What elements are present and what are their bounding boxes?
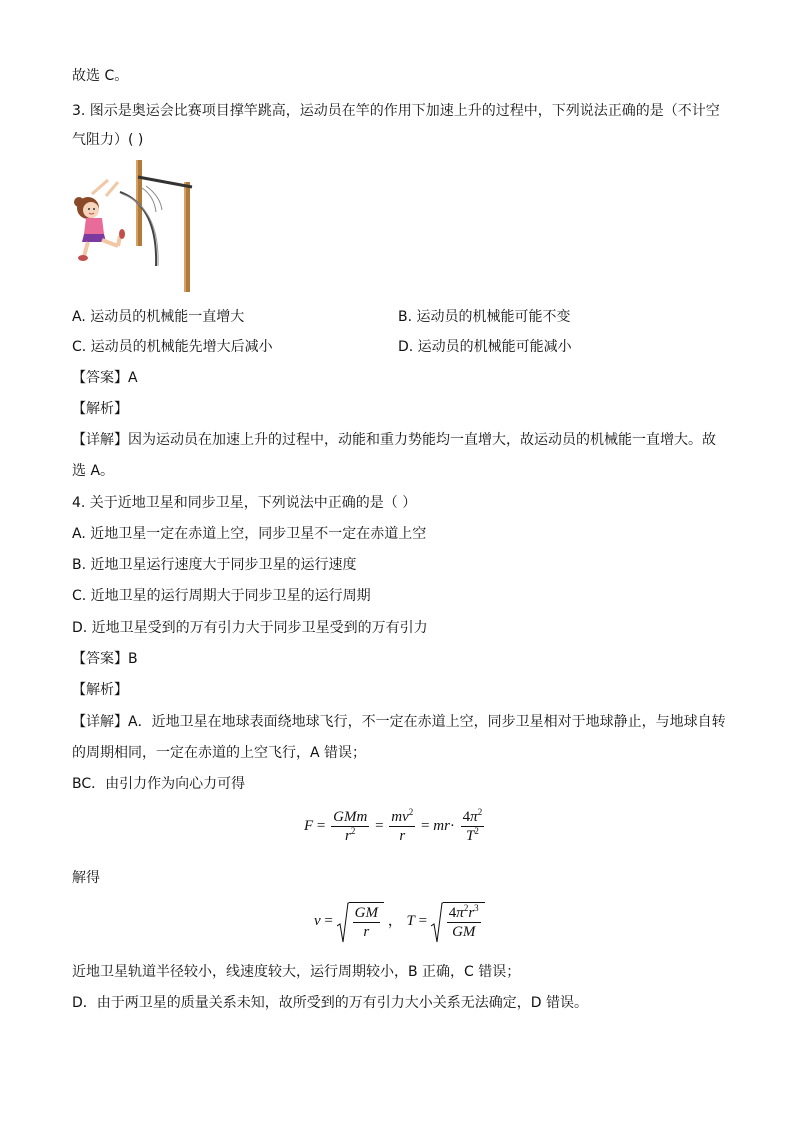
fraction-gmm-over-r2 bbox=[331, 808, 369, 845]
question-4-option-a: A. 近地卫星一定在赤道上空，同步卫星不一定在赤道上空 bbox=[72, 526, 427, 542]
denominator-gm: GM bbox=[452, 924, 476, 940]
digit-4: 4 bbox=[448, 905, 457, 921]
symbol-t: T bbox=[466, 828, 475, 844]
conclusion-line-d: D．由于两卫星的质量关系未知，故所受到的万有引力大小关系无法确定，D 错误。 bbox=[72, 995, 589, 1011]
symbol-pi: π bbox=[456, 905, 464, 921]
equals-sign: = bbox=[324, 912, 333, 929]
question-4-option-d: D. 近地卫星受到的万有引力大于同步卫星受到的万有引力 bbox=[72, 620, 428, 636]
symbol-mv: mv bbox=[391, 809, 409, 825]
symbol-v: v bbox=[314, 912, 321, 929]
exponent-2: 2 bbox=[477, 807, 483, 817]
sqrt-period-expression bbox=[431, 902, 485, 941]
exponent-2: 2 bbox=[474, 826, 479, 836]
question-4-detail: 【详解】A．近地卫星在地球表面绕地球飞行，不一定在赤道上空，同步卫星相对于地球静止，与地球自转 bbox=[72, 714, 726, 730]
denominator-t2 bbox=[461, 827, 485, 845]
symbol-pi: π bbox=[470, 809, 478, 825]
pole-vault-figure-svg bbox=[72, 156, 202, 296]
question-3-stem: 3. 图示是奥运会比赛项目撑竿跳高，运动员在竿的作用下加速上升的过程中，下列说法正确的是（不计空 bbox=[72, 103, 720, 119]
fraction-4pi2r3-over-gm bbox=[447, 904, 481, 941]
radicand bbox=[443, 902, 485, 941]
question-3-analysis-heading: 【解析】 bbox=[72, 401, 128, 417]
exponent-3: 3 bbox=[474, 903, 479, 913]
question-4-stem: 4. 关于近地卫星和同步卫星，下列说法中正确的是（ ） bbox=[72, 495, 417, 511]
text-line: 故选 C。 bbox=[72, 68, 129, 84]
exponent-2: 2 bbox=[463, 903, 469, 913]
fraction-4pi2-over-t2 bbox=[461, 808, 485, 845]
exponent-2: 2 bbox=[408, 807, 414, 817]
sqrt-gm-over-r bbox=[337, 902, 384, 941]
velocity-period-solution bbox=[314, 902, 485, 941]
equals-sign: = bbox=[421, 817, 430, 834]
question-3-option-c: C. 运动员的机械能先增大后减小 bbox=[72, 339, 273, 355]
radicand bbox=[349, 902, 384, 941]
symbol-r: r bbox=[345, 828, 351, 844]
question-3-option-a: A. 运动员的机械能一直增大 bbox=[72, 309, 245, 325]
question-4-detail-cont: 的周期相同，一定在赤道的上空飞行，A 错误； bbox=[72, 745, 367, 761]
fraction-mv2-over-r bbox=[389, 808, 415, 845]
question-3-option-b: B. 运动员的机械能可能不变 bbox=[398, 309, 571, 325]
exponent-2: 2 bbox=[350, 826, 356, 836]
question-4-option-c: C. 近地卫星的运行周期大于同步卫星的运行周期 bbox=[72, 588, 371, 604]
comma-separator: ， bbox=[387, 912, 403, 929]
numerator-4pi2r3 bbox=[447, 904, 481, 923]
question-3-answer: 【答案】A bbox=[72, 370, 138, 386]
radical-sign bbox=[337, 902, 349, 944]
question-4-bc-statement: BC．由引力作为向心力可得 bbox=[72, 776, 246, 792]
question-3-detail: 【详解】因为运动员在加速上升的过程中，动能和重力势能均一直增大，故运动员的机械能一直增大。故 bbox=[72, 432, 716, 448]
symbol-r: r bbox=[468, 905, 475, 921]
pole-vault-illustration bbox=[72, 156, 202, 296]
conclusion-line: 近地卫星轨道半径较小，线速度较大，运行周期较小，B 正确，C 错误； bbox=[72, 964, 521, 980]
denominator-r: r bbox=[399, 828, 406, 844]
solve-label: 解得 bbox=[72, 870, 100, 886]
gravitation-centripetal-equation bbox=[304, 808, 486, 845]
equals-sign: = bbox=[316, 817, 326, 834]
fraction-gm-over-r bbox=[353, 904, 380, 941]
question-3-option-d: D. 运动员的机械能可能减小 bbox=[398, 339, 572, 355]
question-4-option-b: B. 近地卫星运行速度大于同步卫星的运行速度 bbox=[72, 557, 357, 573]
numerator-4pi2 bbox=[461, 808, 485, 827]
question-4-analysis-heading: 【解析】 bbox=[72, 682, 128, 698]
symbol-t: T bbox=[406, 912, 415, 929]
question-4-answer: 【答案】B bbox=[72, 651, 138, 667]
radical-sign bbox=[431, 902, 443, 944]
dot-operator: · bbox=[449, 817, 455, 834]
denominator-r2 bbox=[331, 827, 369, 845]
numerator-gmm: GMm bbox=[333, 809, 368, 825]
question-3-stem-cont: 气阻力）( ) bbox=[72, 132, 144, 148]
numerator-mv2 bbox=[389, 808, 415, 827]
equals-sign: = bbox=[375, 817, 384, 834]
denominator-r: r bbox=[363, 924, 370, 940]
symbol-mr: mr bbox=[433, 817, 450, 834]
question-3-detail-cont: 选 A。 bbox=[72, 463, 115, 479]
equals-sign: = bbox=[418, 912, 428, 929]
numerator-gm: GM bbox=[354, 905, 378, 921]
digit-4: 4 bbox=[462, 809, 471, 825]
symbol-f: F bbox=[304, 817, 314, 834]
